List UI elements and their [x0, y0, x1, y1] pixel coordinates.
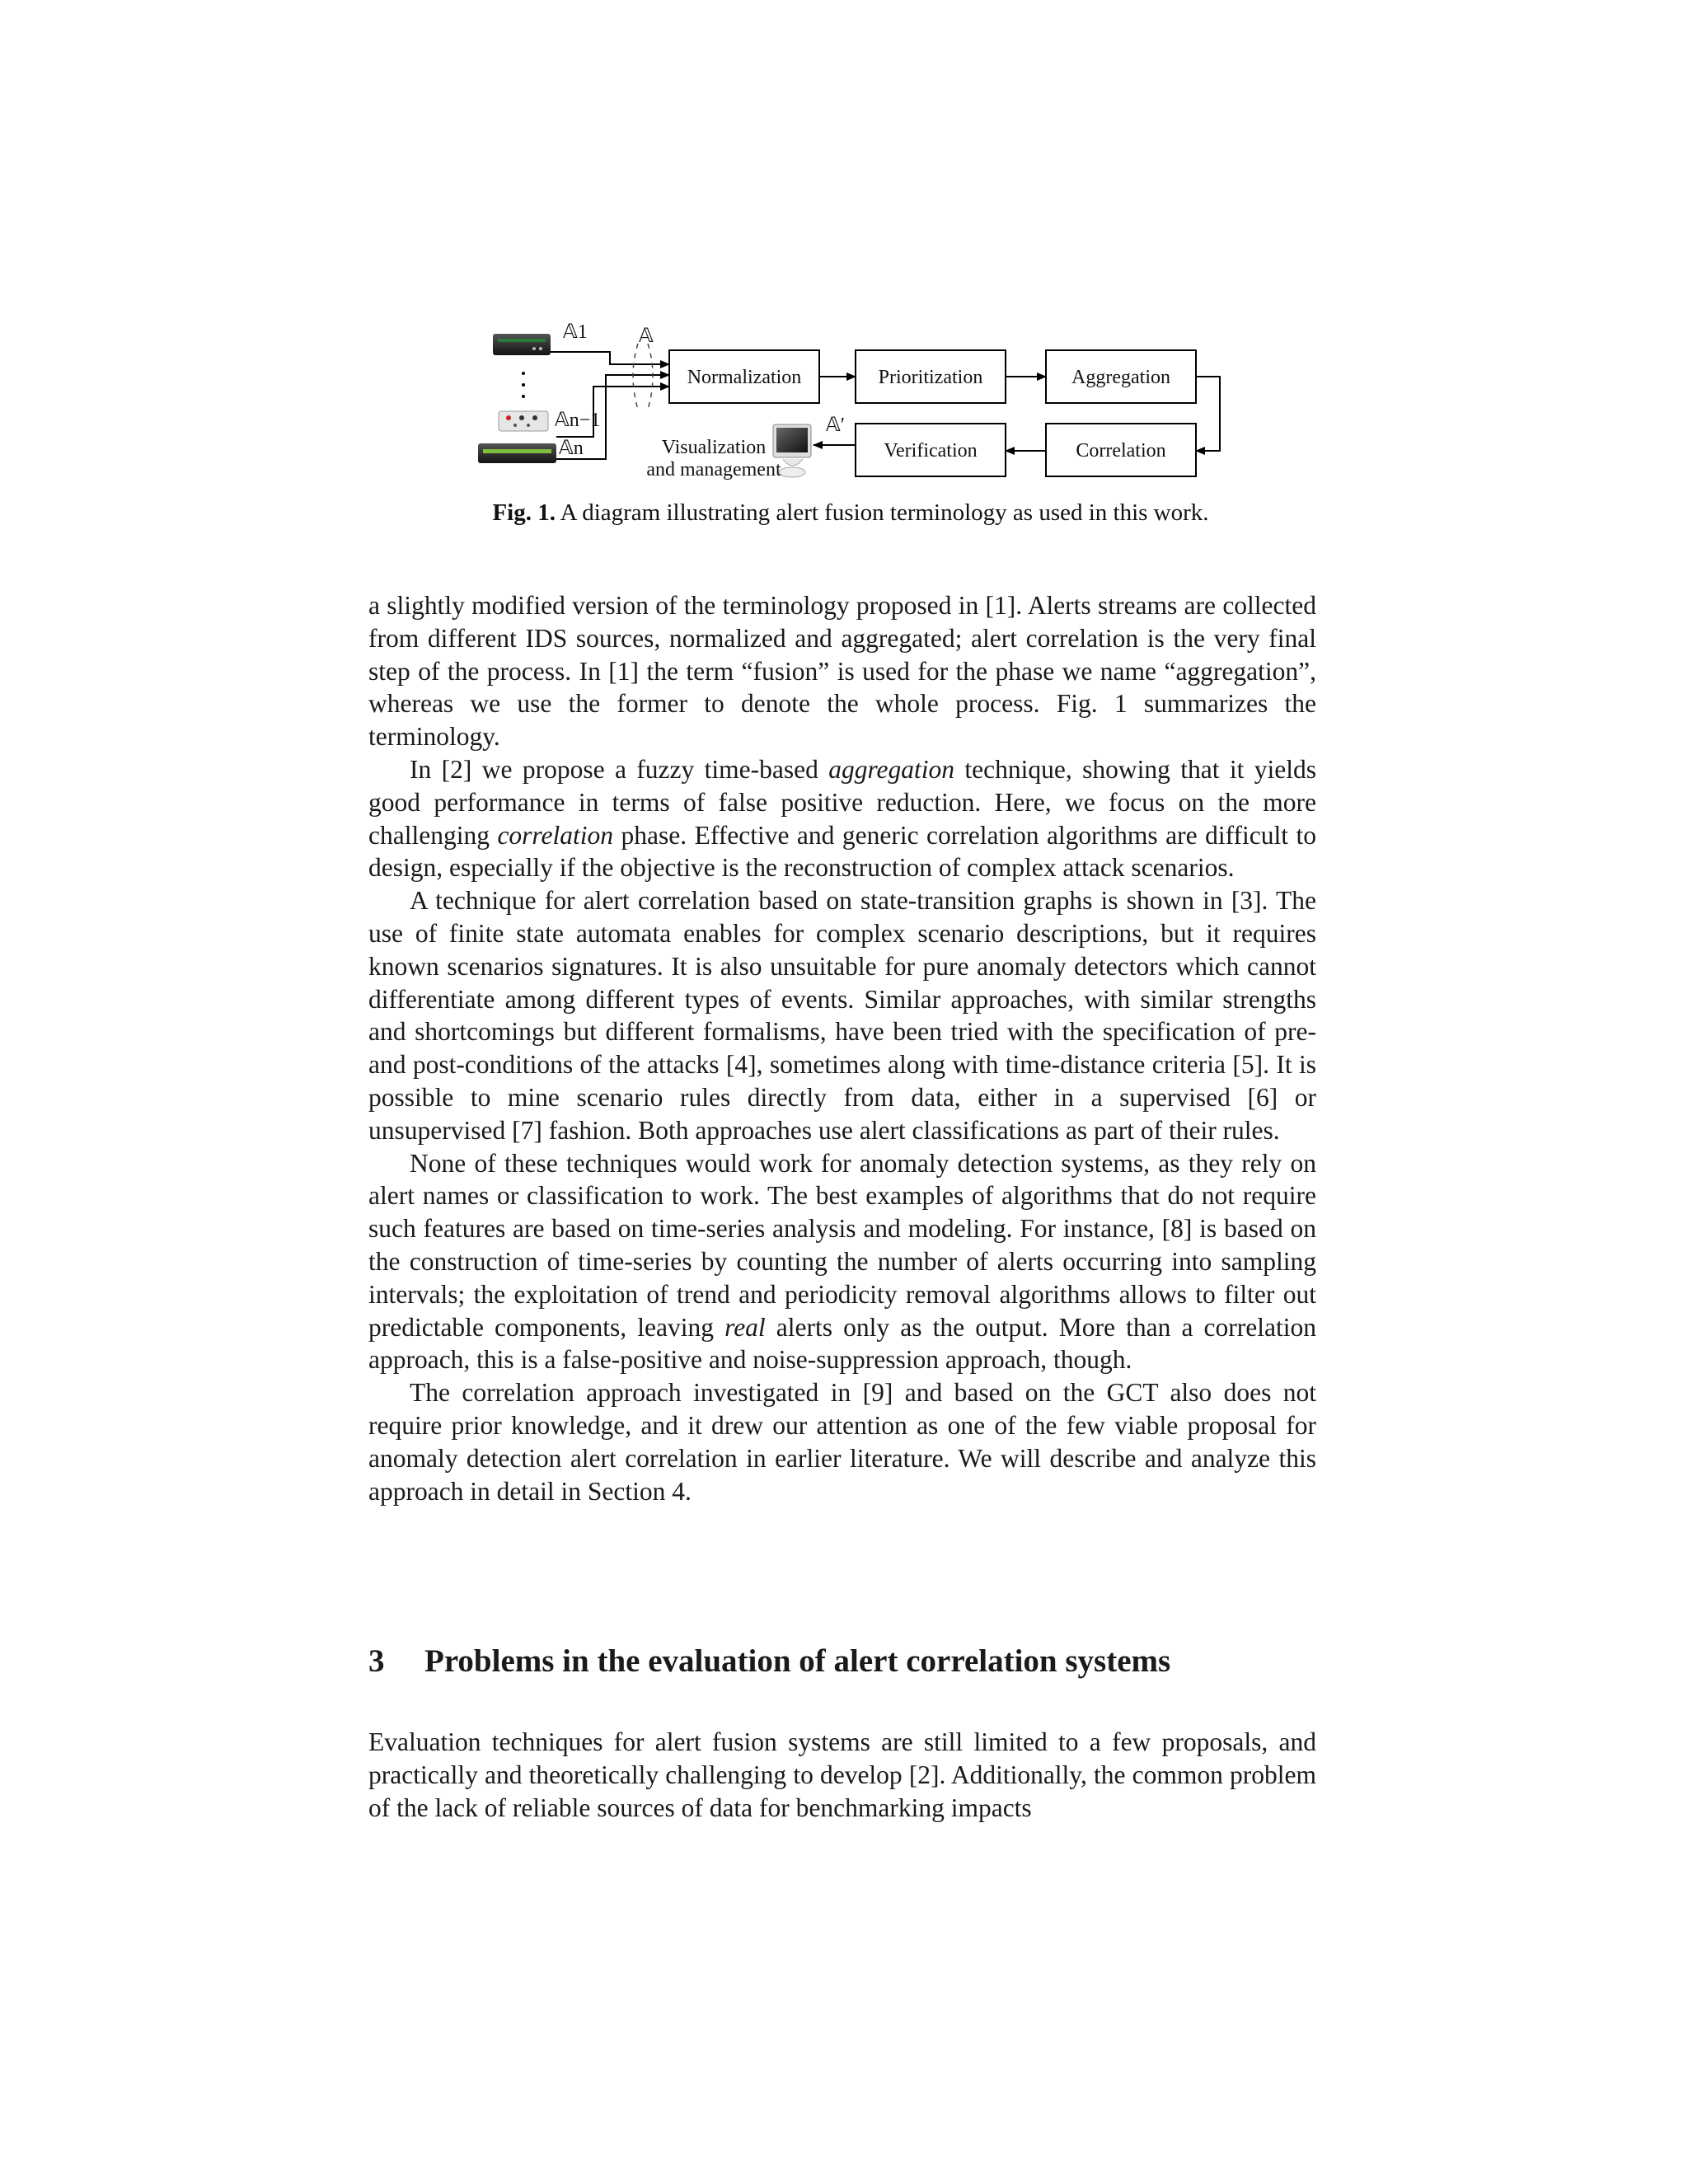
paragraph-4-text-a: None of these techniques would work for anomaly detection systems, as they rely on alert names or classification to work. The best examples of algorithms that do not require such features are based on time-series analysis and modeling. For instance, [8] is based on the construction of time-series by counting the number of alerts occurring into sampling intervals; the exploitation of trend and periodicity removal algorithms allows to filter out predictable components, leaving: [368, 1148, 1316, 1342]
paragraph-1: [368, 589, 1316, 753]
section-paragraph: Evaluation techniques for alert fusion systems are still limited to a few proposals, and practically and theoretically challenging to develop [2]. Additionally, the common problem of the lack of reliable sources of data for benchmarking impacts: [368, 1727, 1316, 1822]
ids-device-n-minus-1-icon: [499, 411, 548, 431]
ellipsis-dot: [522, 372, 525, 375]
paragraph-5-text: The correlation approach investigated in [9] and based on the GCT also does not require prior knowledge, and it drew our attention as one of the few viable proposal for anomaly detection alert correlation in earlier literature. We will describe and analyze this approach in detail in Section 4.: [368, 1378, 1316, 1506]
normalization-label: Normalization: [687, 367, 802, 388]
ellipsis-dot: [522, 383, 525, 387]
ids-device-n-icon: [478, 443, 556, 463]
merge-ellipse-left: [633, 344, 638, 410]
paragraph-4: [368, 1147, 1316, 1377]
verification-label: Verification: [884, 440, 978, 462]
section-number: 3: [368, 1643, 385, 1679]
section-heading: [368, 1643, 1316, 1680]
merge-ellipse-right: [648, 344, 653, 410]
input-label-an: 𝔸n: [559, 438, 584, 459]
figure-caption-text: A diagram illustrating alert fusion terminology as used in this work.: [560, 499, 1209, 526]
visualization-label-line2: and management: [646, 459, 781, 480]
arrow-aggr-to-corr: [1196, 377, 1220, 451]
output-stream-label: 𝔸′: [826, 415, 846, 436]
paragraph-5: [368, 1376, 1316, 1507]
paragraph-2-emphasis-aggregation: aggregation: [828, 754, 955, 784]
paragraph-4-emphasis-real: real: [724, 1312, 766, 1342]
input-arrow-1: [551, 352, 669, 364]
paragraph-2-text-a: In [2] we propose a fuzzy time-based: [410, 754, 829, 784]
section-body: [368, 1726, 1316, 1824]
input-label-a1: 𝔸1: [563, 321, 588, 343]
body-text: [368, 589, 1316, 1507]
paragraph-4-text-b: alerts only as the output. More than a correlation approach, this is a false-positive and noise-suppression approach, though.: [368, 1312, 1316, 1375]
figure-caption-label: Fig. 1.: [492, 499, 556, 526]
paragraph-1-text: a slightly modified version of the terminology proposed in [1]. Alerts streams are collected from different IDS sources, normalized and aggregated; alert correlation is the very final step of the process. In [1] the term “fusion” is used for the phase we name “aggregation”, whereas we use the former to denote the whole process. Fig. 1 summarizes the terminology.: [368, 591, 1316, 752]
paragraph-3: [368, 884, 1316, 1146]
ellipsis-dot: [522, 395, 525, 398]
figure-caption: [422, 499, 1279, 527]
input-label-an-1: 𝔸n−1: [555, 410, 601, 431]
ids-device-1-icon: [493, 334, 551, 355]
paragraph-2-emphasis-correlation: correlation: [497, 820, 614, 850]
correlation-label: Correlation: [1076, 440, 1166, 462]
paragraph-2-text-b: technique, showing that it yields good performance in terms of false positive reduction. Here, we focus on the more challenging: [368, 754, 1317, 850]
paragraph-3-text: A technique for alert correlation based on state-transition graphs is shown in [3]. The use of finite state automata enables for complex scenario descriptions, but it requires known scenarios signatures. It is also unsuitable for pure anomaly detectors which cannot differentiate among different types of events. Similar approaches, with similar strengths and shortcomings but different formalisms, have been tried with the specification of pre- and post-conditions of the attacks [4], sometimes along with time-distance criteria [5]. It is possible to mine scenario rules directly from data, either in a supervised [6] or unsupervised [7] fashion. Both approaches use alert classifications as part of their rules.: [368, 886, 1316, 1145]
paragraph-2-text-c: phase. Effective and generic correlation algorithms are difficult to design, especially if the objective is the reconstruction of complex attack scenarios.: [368, 820, 1316, 883]
aggregation-label: Aggregation: [1071, 367, 1170, 388]
section-title: Problems in the evaluation of alert correlation systems: [424, 1643, 1171, 1679]
merged-stream-label: 𝔸: [639, 326, 654, 347]
visualization-label-line1: Visualization: [661, 437, 767, 458]
paragraph-2: [368, 753, 1316, 884]
alert-fusion-diagram: [445, 317, 1253, 494]
prioritization-label: Prioritization: [878, 367, 983, 388]
